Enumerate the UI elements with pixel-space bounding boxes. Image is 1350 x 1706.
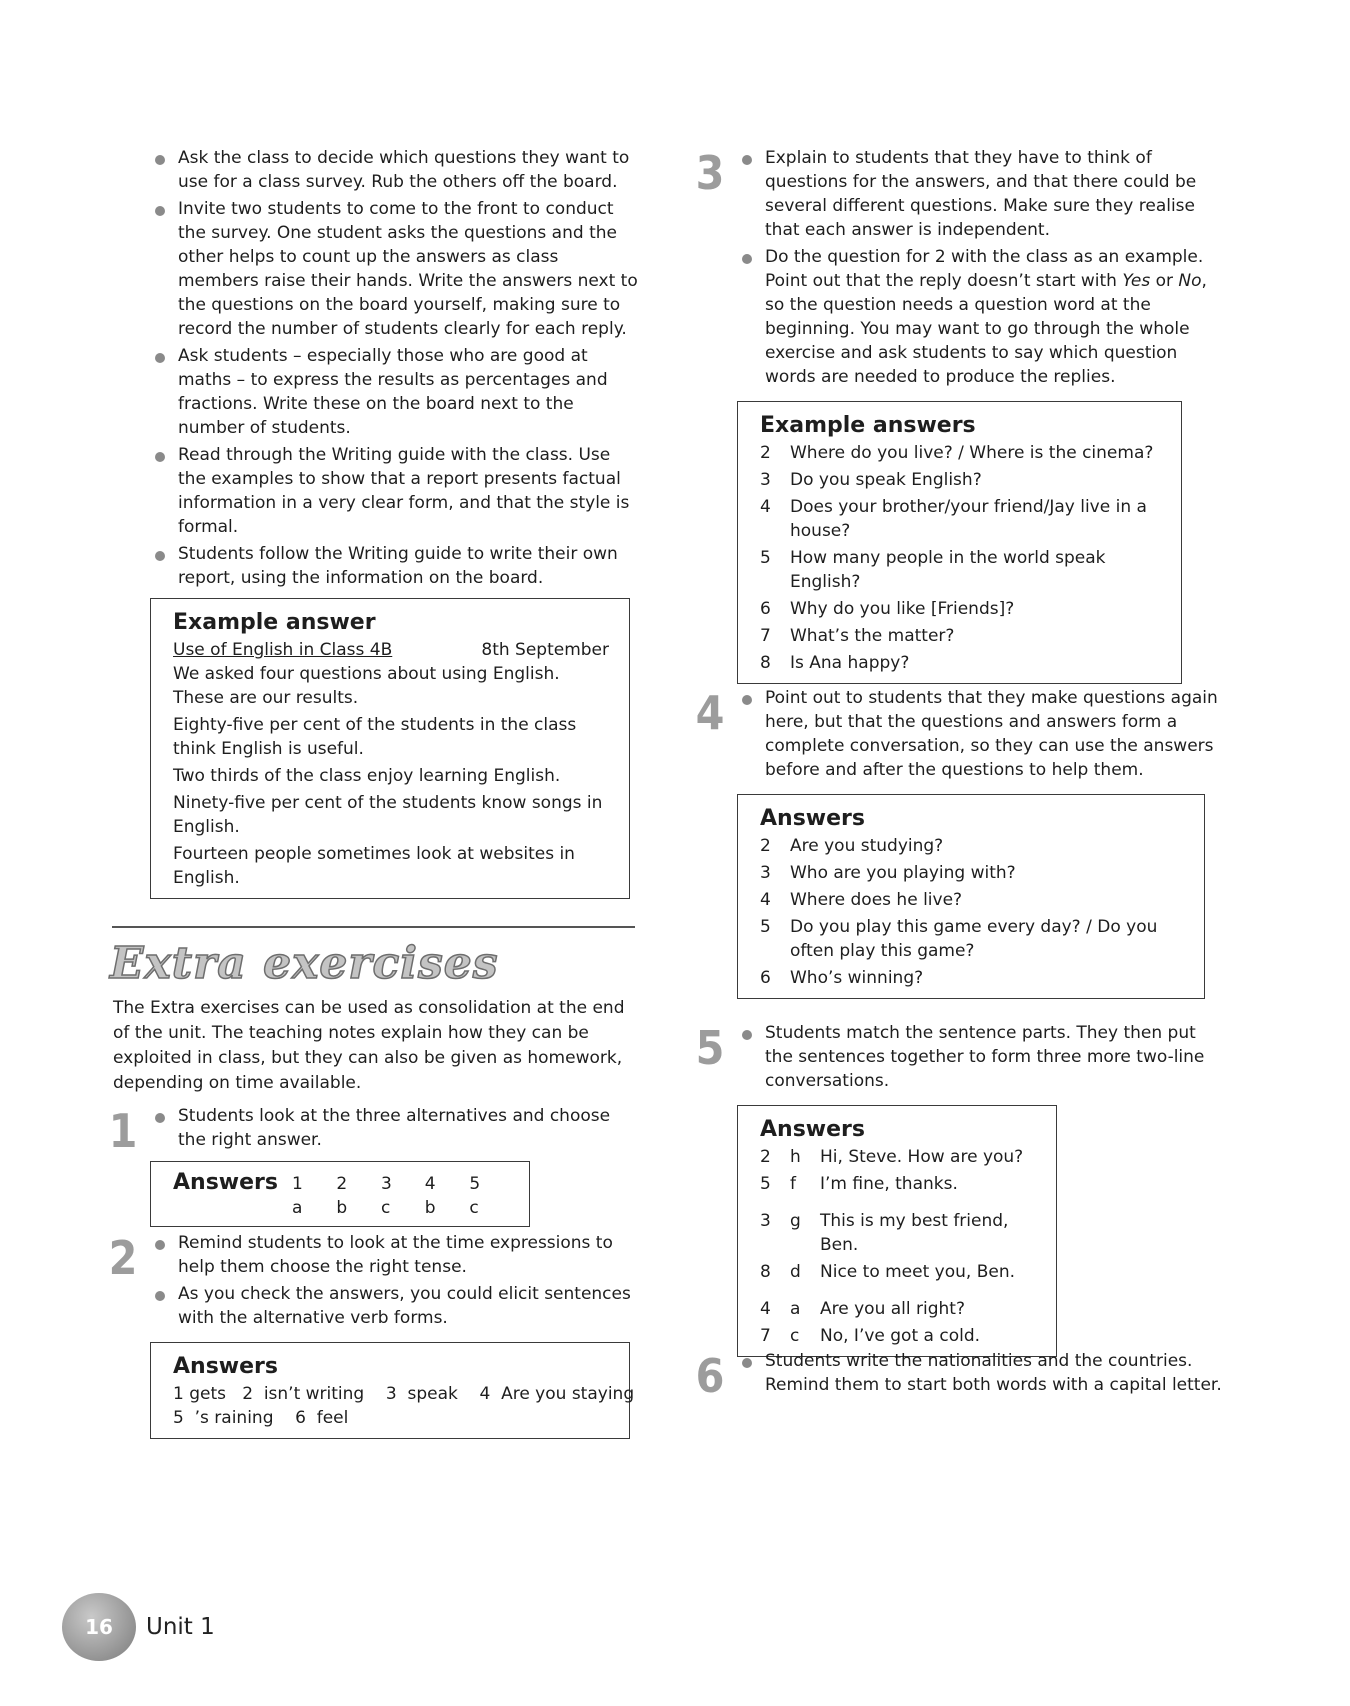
answer-text: Why do you like [Friends]?	[790, 599, 1015, 619]
exercise-2-bullets	[150, 1231, 640, 1330]
bullet-item: Students look at the three alternatives and choose the right answer.	[150, 1104, 640, 1152]
bullet-item: Explain to students that they have to think of questions for the answers, and that there could be several different questions. Make sure they realise that each answer is independent.	[737, 146, 1227, 242]
group-gap	[760, 1199, 1036, 1209]
answer-number: 3	[760, 863, 771, 883]
bullet-item: Students write the nationalities and the countries. Remind them to start both words with a capital letter.	[737, 1349, 1227, 1397]
answer-number: 7	[760, 1326, 771, 1346]
exercise-1-answers-box	[150, 1161, 530, 1227]
exercise-4-answers-box	[737, 794, 1205, 999]
example-answer-box	[150, 598, 630, 899]
report-paragraph: We asked four questions about using English. These are our results.	[173, 664, 560, 708]
exercise-number-5: 5	[695, 1021, 725, 1075]
section-divider	[112, 926, 635, 928]
answer-row	[760, 861, 1184, 885]
answer-row	[760, 1209, 1036, 1257]
group-gap	[760, 1287, 1036, 1297]
report-title: Use of English in Class 4B	[173, 640, 393, 660]
exercise-2	[150, 1231, 640, 1439]
bullet-item: Point out to students that they make questions again here, but that the questions and answers form a complete conversation, so they can use the answers before and after the questions to help them.	[737, 686, 1227, 782]
answer-text: Are you all right?	[820, 1299, 965, 1319]
bullet-item: Remind students to look at the time expressions to help them choose the right tense.	[150, 1231, 640, 1279]
answer-number: 2	[760, 443, 771, 463]
bullet-item: Invite two students to come to the front to conduct the survey. One student asks the questions and the other helps to count up the answers as class members raise their hands. Write the answers next to the questions on the board yourself, making sure to record the number of students clearly for each reply.	[150, 197, 640, 341]
bullet-item: Ask students – especially those who are good at maths – to express the results as percentages and fractions. Write these on the board next to the number of students.	[150, 344, 640, 440]
answer-row	[760, 915, 1184, 963]
answer-text: Who are you playing with?	[790, 863, 1016, 883]
report-paragraph: Fourteen people sometimes look at websites in English.	[173, 844, 575, 888]
answer-text: Hi, Steve. How are you?	[820, 1147, 1024, 1167]
answer-text: I’m fine, thanks.	[820, 1174, 958, 1194]
answer-row	[760, 888, 1184, 912]
answer-number: 8	[760, 1262, 771, 1282]
exercise-2-answers-box	[150, 1342, 635, 1439]
left-column	[150, 146, 640, 899]
exercise-number-2: 2	[108, 1231, 138, 1285]
report-paragraph: Two thirds of the class enjoy learning English.	[173, 766, 561, 786]
answer-letter: d	[790, 1262, 801, 1282]
answer-letter: h	[790, 1147, 801, 1167]
page-number-badge	[62, 1593, 136, 1661]
answer-row	[760, 1260, 1036, 1284]
answer-text: Who’s winning?	[790, 968, 924, 988]
box-title: Answers	[173, 1170, 278, 1195]
answer-number: 5	[760, 548, 771, 568]
answer-letter: g	[790, 1211, 801, 1231]
answer-text: Nice to meet you, Ben.	[820, 1262, 1016, 1282]
report-paragraph: Ninety-five per cent of the students know songs in English.	[173, 793, 603, 837]
answer-text: Does your brother/your friend/Jay live in a house?	[790, 497, 1147, 541]
survey-bullet-list	[150, 146, 640, 590]
answer-number: 5	[760, 917, 771, 937]
answer-text: Where do you live? / Where is the cinema?	[790, 443, 1154, 463]
answer-number: 6	[760, 968, 771, 988]
answer-number: 2	[760, 836, 771, 856]
answer-number: 8	[760, 653, 771, 673]
answer-letter: a	[790, 1299, 801, 1319]
answer-row	[760, 1145, 1036, 1169]
answer-row	[760, 1324, 1036, 1348]
exercise-3	[737, 146, 1227, 684]
report-paragraph: Eighty-five per cent of the students in the class think English is useful.	[173, 715, 577, 759]
answer-item: 5 c	[469, 1174, 482, 1218]
exercise-number-1: 1	[108, 1104, 138, 1158]
answer-text: Where does he live?	[790, 890, 963, 910]
exercise-6-bullets	[737, 1349, 1227, 1397]
answer-text: No, I’ve got a cold.	[820, 1326, 981, 1346]
exercise-5	[737, 1021, 1227, 1357]
exercise-4	[737, 686, 1227, 999]
answer-row	[760, 624, 1161, 648]
box-title: Answers	[760, 1117, 865, 1142]
answer-number: 6	[760, 599, 771, 619]
bullet-item: Students follow the Writing guide to write their own report, using the information on the board.	[150, 542, 640, 590]
exercise-4-bullets	[737, 686, 1227, 782]
answer-item: 1 a	[291, 1174, 304, 1218]
answer-row	[760, 1297, 1036, 1321]
answer-item: 3 c	[381, 1174, 393, 1218]
answer-row	[760, 834, 1184, 858]
bullet-item: Ask the class to decide which questions they want to use for a class survey. Rub the others off the board.	[150, 146, 640, 194]
exercise-5-answers-box	[737, 1105, 1057, 1357]
answer-letter: f	[790, 1174, 796, 1194]
bullet-item: Read through the Writing guide with the class. Use the examples to show that a report presents factual information in a very clear form, and that the style is formal.	[150, 443, 640, 539]
answer-number: 4	[760, 497, 771, 517]
answer-row	[760, 597, 1161, 621]
answer-row	[760, 468, 1161, 492]
exercise-1-bullets	[150, 1104, 640, 1152]
answer-text: This is my best friend, Ben.	[820, 1211, 1009, 1255]
exercise-3-bullets	[737, 146, 1227, 389]
answer-number: 4	[760, 1299, 771, 1319]
answer-number: 5	[760, 1174, 771, 1194]
bullet-item: Students match the sentence parts. They then put the sentences together to form three more two-line conversations.	[737, 1021, 1227, 1093]
answer-line: 1 gets 2 isn’t writing 3 speak 4 Are you staying	[173, 1384, 635, 1404]
report-heading-row	[173, 638, 609, 662]
exercise-number-6: 6	[695, 1349, 725, 1403]
answer-item: 4 b	[424, 1174, 437, 1218]
answer-row	[760, 966, 1184, 990]
exercise-5-bullets	[737, 1021, 1227, 1093]
answer-letter: c	[790, 1326, 800, 1346]
exercise-6	[737, 1349, 1227, 1400]
answer-number: 7	[760, 626, 771, 646]
unit-label: Unit 1	[146, 1614, 215, 1640]
extra-exercises-heading: Extra exercises	[110, 938, 499, 989]
exercise-1	[150, 1104, 640, 1227]
box-title: Answers	[760, 806, 865, 831]
box-title: Answers	[173, 1354, 278, 1379]
answer-row	[760, 651, 1161, 675]
extra-exercises-intro: The Extra exercises can be used as consolidation at the end of the unit. The teaching notes explain how they can be exploited in class, but they can also be given as homework, depending on time available.	[113, 998, 625, 1093]
answer-row	[760, 546, 1161, 594]
box-title: Example answers	[760, 413, 976, 438]
box-title: Example answer	[173, 610, 376, 635]
answer-number: 3	[760, 1211, 771, 1231]
answer-row	[760, 441, 1161, 465]
exercise-3-answers-box	[737, 401, 1182, 684]
answer-text: Are you studying?	[790, 836, 944, 856]
answer-text: Do you speak English?	[790, 470, 982, 490]
page-number: 16	[85, 1615, 113, 1639]
exercise-number-3: 3	[695, 146, 725, 200]
answer-row	[760, 1172, 1036, 1196]
exercise-number-4: 4	[695, 686, 725, 740]
answer-line: 5 ’s raining 6 feel	[173, 1408, 349, 1428]
answer-row	[760, 495, 1161, 543]
report-date: 8th September	[481, 640, 609, 660]
answer-number: 2	[760, 1147, 771, 1167]
answer-text: Do you play this game every day? / Do you often play this game?	[790, 917, 1158, 961]
bullet-item: As you check the answers, you could elicit sentences with the alternative verb forms.	[150, 1282, 640, 1330]
answer-text: What’s the matter?	[790, 626, 955, 646]
answer-text: How many people in the world speak English?	[790, 548, 1106, 592]
answer-number: 4	[760, 890, 771, 910]
answer-number: 3	[760, 470, 771, 490]
answer-item: 2 b	[336, 1174, 349, 1218]
answer-text: Is Ana happy?	[790, 653, 910, 673]
bullet-item: Do the question for 2 with the class as an example. Point out that the reply doesn’t start with Yes or No, so the question needs a question word at the beginning. You may want to go through the whole exercise and ask students to say which question words are needed to produce the replies.	[737, 245, 1227, 389]
